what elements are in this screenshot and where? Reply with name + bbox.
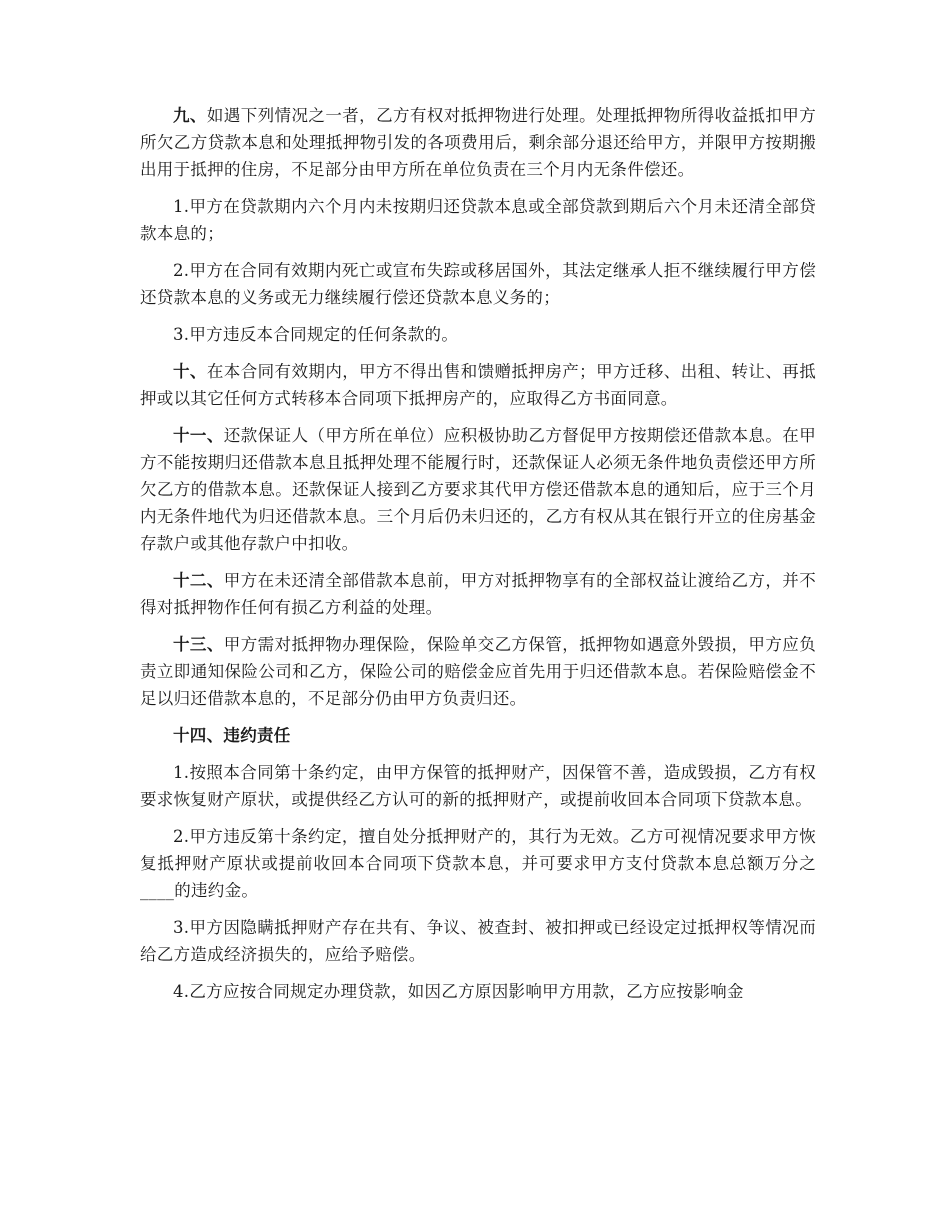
clause-heading: 十二、: [173, 571, 224, 590]
clause-text: 1.甲方在贷款期内六个月内未按期归还贷款本息或全部贷款到期后六个月未还清全部贷款本息的；: [140, 197, 816, 243]
clause-heading: 十、: [173, 362, 207, 381]
clause-text: 2.甲方在合同有效期内死亡或宣布失踪或移居国外，其法定继承人拒不继续履行甲方偿还贷款本息的义务或无力继续履行偿还贷款本息义务的；: [140, 261, 816, 307]
clause-14-item-1: [140, 759, 816, 813]
clause-text: 3.甲方违反本合同规定的任何条款的。: [173, 325, 459, 344]
clause-text: 还款保证人（甲方所在单位）应积极协助乙方督促甲方按期偿还借款本息。在甲方不能按期归还借款本息且抵押处理不能履行时，还款保证人必须无条件地负责偿还甲方所欠乙方的借款本息。还款保证人接到乙方要求其代甲方偿还借款本息的通知后，应于三个月内无条件地代为归还借款本息。三个月后仍未归还的，乙方有权从其在银行开立的住房基金存款户或其他存款户中扣收。: [140, 426, 817, 553]
clause-heading: 十三、: [173, 635, 224, 654]
clause-text: 2.甲方违反第十条约定，擅自处分抵押财产的，其行为无效。乙方可视情况要求甲方恢复抵押财产原状或提前收回本合同项下贷款本息，并可要求甲方支付贷款本息总额万分之____的违约金。: [140, 827, 816, 900]
clause-text: 甲方需对抵押物办理保险，保险单交乙方保管，抵押物如遇意外毁损，甲方应负责立即通知保险公司和乙方，保险公司的赔偿金应首先用于归还借款本息。若保险赔偿金不足以归还借款本息的，不足部分仍由甲方负责归还。: [140, 635, 817, 708]
clause-14-item-3: [140, 914, 816, 968]
clause-14-heading: [140, 722, 816, 749]
clause-9-item-3: [140, 321, 816, 348]
clause-14-item-4: [140, 978, 816, 1005]
clause-9: [140, 102, 816, 183]
clause-text: 在本合同有效期内，甲方不得出售和馈赠抵押房产；甲方迁移、出租、转让、再抵押或以其它任何方式转移本合同项下抵押房产的，应取得乙方书面同意。: [140, 362, 816, 408]
clause-10: [140, 358, 816, 412]
clause-text: 甲方在未还清全部借款本息前，甲方对抵押物享有的全部权益让渡给乙方，并不得对抵押物作任何有损乙方利益的处理。: [140, 571, 817, 617]
clause-heading: 十一、: [173, 426, 224, 445]
clause-heading: 九、: [173, 106, 207, 125]
clause-text: 如遇下列情况之一者，乙方有权对抵押物进行处理。处理抵押物所得收益抵扣甲方所欠乙方贷款本息和处理抵押物引发的各项费用后，剩余部分退还给甲方，并限甲方按期搬出用于抵押的住房，不足部分由甲方所在单位负责在三个月内无条件偿还。: [140, 106, 816, 179]
document-page: [140, 102, 816, 1015]
clause-14-item-2: [140, 823, 816, 904]
clause-11: [140, 422, 816, 557]
section-heading: 十四、违约责任: [173, 726, 291, 745]
clause-text: 3.甲方因隐瞒抵押财产存在共有、争议、被查封、被扣押或已经设定过抵押权等情况而给乙方造成经济损失的，应给予赔偿。: [140, 918, 816, 964]
clause-9-item-2: [140, 257, 816, 311]
clause-12: [140, 567, 816, 621]
clause-text: 1.按照本合同第十条约定，由甲方保管的抵押财产，因保管不善，造成毁损，乙方有权要求恢复财产原状，或提供经乙方认可的新的抵押财产，或提前收回本合同项下贷款本息。: [140, 763, 816, 809]
clause-text: 4.乙方应按合同规定办理贷款，如因乙方原因影响甲方用款，乙方应按影响金: [173, 982, 744, 1001]
clause-9-item-1: [140, 193, 816, 247]
clause-13: [140, 631, 816, 712]
